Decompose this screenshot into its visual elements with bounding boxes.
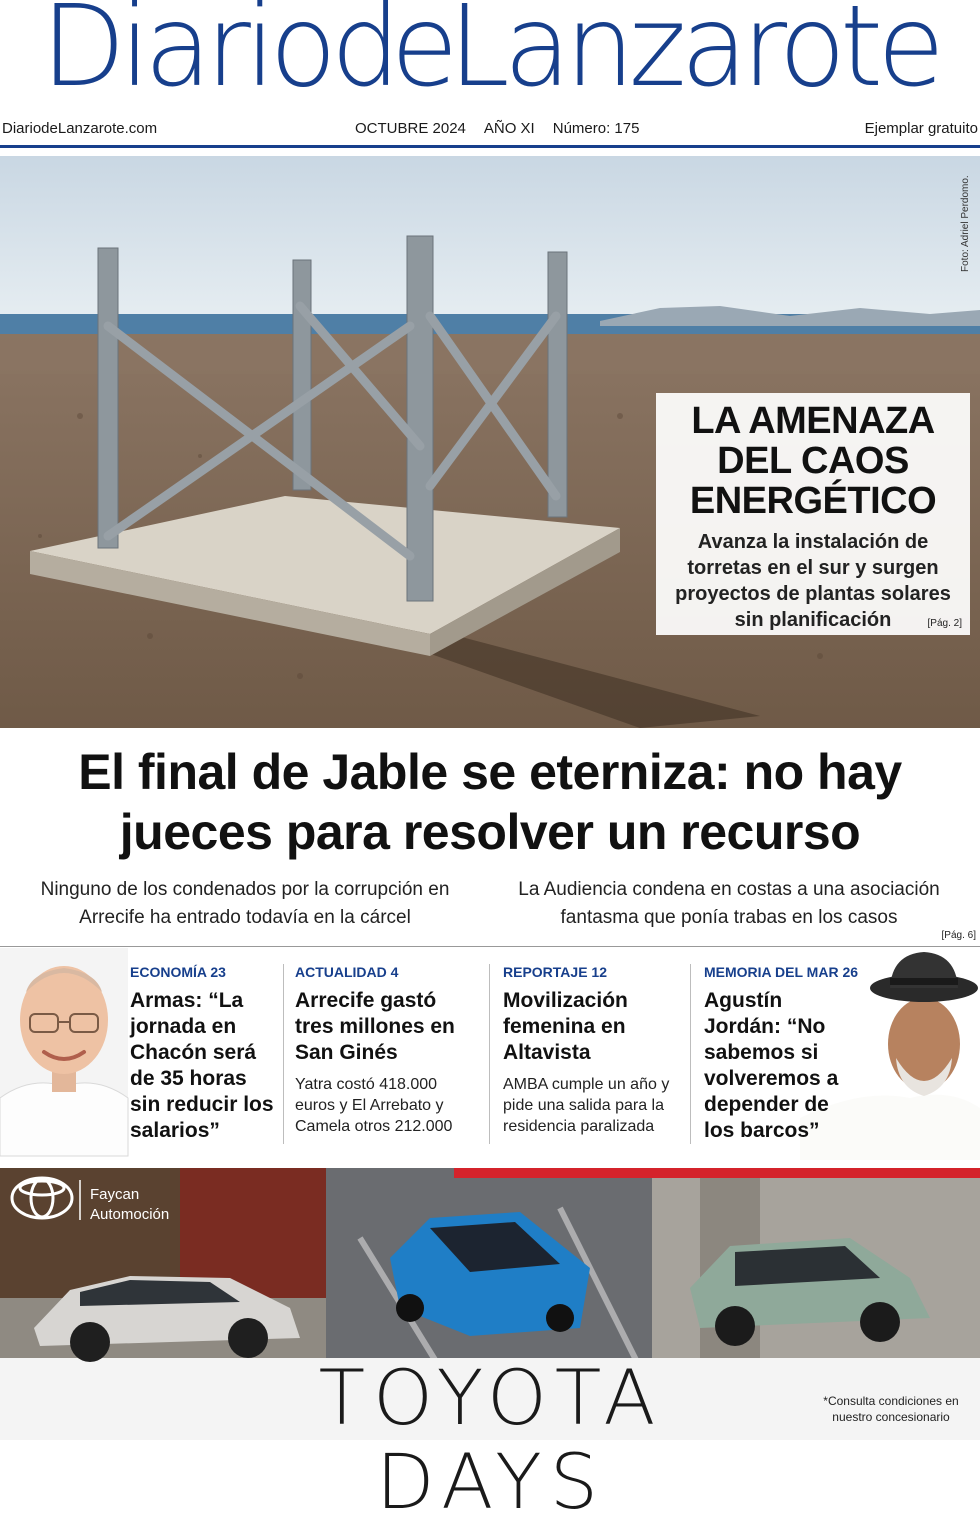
teaser-title: Armas: “La jornada en Chacón será de 35 horas sin reducir los salarios”: [130, 989, 274, 1142]
website-link[interactable]: DiariodeLanzarote.com: [2, 120, 158, 137]
masthead-divider: [0, 145, 980, 148]
teaser-kicker: ACTUALIDAD 4: [295, 964, 399, 980]
issue-number: Número: 175: [552, 120, 640, 137]
teaser-title: Agustín Jordán: “No sabemos si volveremos a depender de los barcos”: [704, 989, 839, 1142]
section-divider: [0, 946, 980, 947]
teaser-summary: AMBA cumple un año y pide una salida para la residencia paralizada: [503, 1076, 670, 1135]
teaser-kicker: ECONOMÍA 23: [130, 964, 226, 980]
newspaper-logo[interactable]: [10, 0, 970, 112]
logo-text-de: de: [330, 0, 449, 112]
teaser-kicker: MEMORIA DEL MAR 26: [704, 964, 859, 980]
teaser-title: Arrecife gastó tres millones en San Ginés: [295, 989, 455, 1064]
teaser-actualidad[interactable]: [295, 962, 473, 1137]
teaser-summary: Yatra costó 418.000 euros y El Arrebato y Camela otros 212.000: [295, 1076, 453, 1135]
teaser-kicker: REPORTAJE 12: [503, 964, 607, 980]
teaser-title: Movilización femenina en Altavista: [503, 989, 628, 1064]
logo-text-lanzarote: Lanzarote: [448, 0, 939, 112]
lead-deck-left: Ninguno de los condenados por la corrupción en Arrecife ha entrado todavía en la cárcel: [40, 879, 450, 928]
dealer-name-line2: Automoción: [90, 1206, 170, 1223]
man-portrait-icon: [0, 948, 128, 1156]
lead-page-ref: [Pág. 6]: [941, 930, 976, 941]
ad-disclaimer: *Consulta condiciones en nuestro concesionario: [823, 1394, 959, 1424]
issue-info-bar: [0, 118, 980, 140]
portrait-armas: [0, 948, 128, 1156]
hero-page-ref: [Pág. 2]: [927, 618, 962, 629]
issue-meta: [355, 118, 657, 140]
hero-story-box[interactable]: [656, 393, 970, 635]
masthead: [0, 0, 980, 150]
logo-text-diario: Diario: [41, 0, 331, 112]
hero-subheadline: Avanza la instalación de torretas en el sur y surgen proyectos de plantas solares sin planificación: [675, 531, 951, 631]
issue-year: AÑO XI: [483, 120, 535, 137]
teaser-memoria[interactable]: [704, 962, 859, 1144]
teaser-reportaje[interactable]: [503, 962, 683, 1137]
column-divider: [283, 964, 284, 1144]
lead-headline[interactable]: El final de Jable se eterniza: no hay jueces para resolver un recurso: [78, 744, 902, 860]
ad-title: TOYOTA DAYS: [318, 1353, 664, 1526]
column-divider: [690, 964, 691, 1144]
teaser-economia[interactable]: [130, 962, 275, 1144]
column-divider: [489, 964, 490, 1144]
issue-month: OCTUBRE 2024: [355, 120, 466, 137]
hero-headline: LA AMENAZA DEL CAOS ENERGÉTICO: [689, 400, 937, 522]
photo-credit: Foto: Adriel Perdomo.: [960, 175, 971, 272]
lead-deck-right: La Audiencia condena en costas a una asociación fantasma que ponía trabas en los casos: [518, 879, 940, 928]
price-label: Ejemplar gratuito: [864, 120, 978, 137]
dealer-name-line1: Faycan: [90, 1186, 140, 1203]
dealer-name: [90, 1185, 169, 1225]
